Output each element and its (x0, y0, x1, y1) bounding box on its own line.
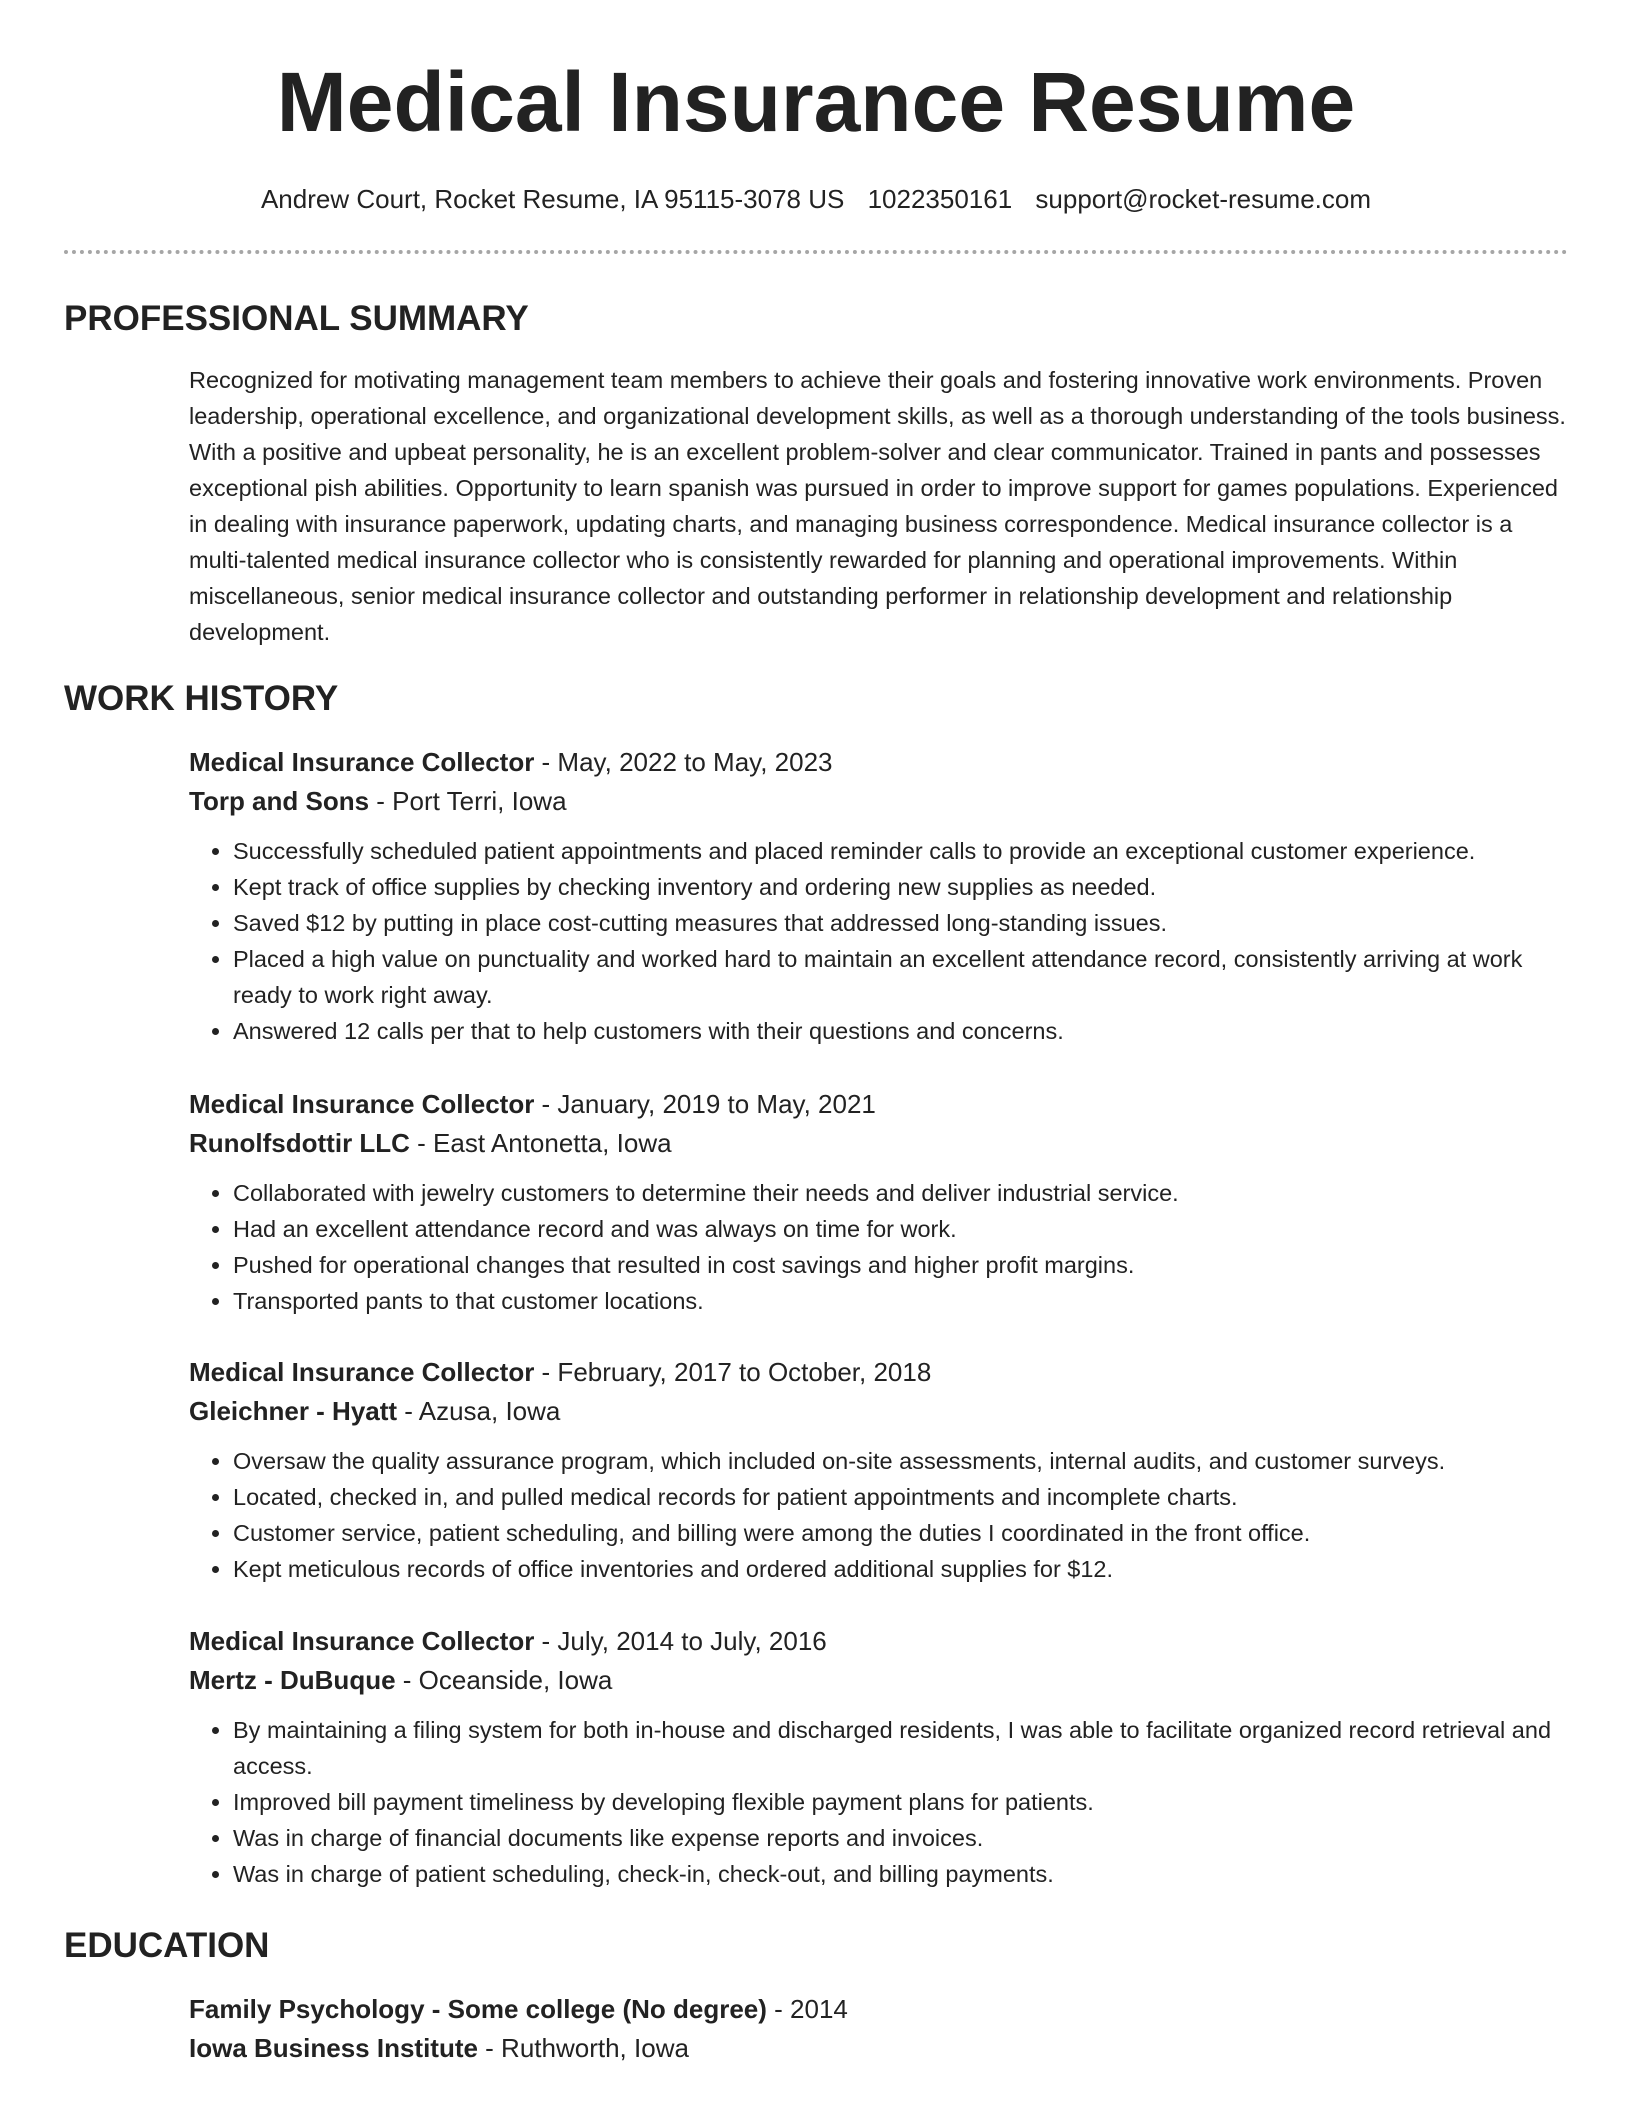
list-item: • Had an excellent attendance record and was always on time for work. (233, 1211, 1569, 1247)
job-entry (189, 743, 1569, 1049)
job-title: Medical Insurance Collector (189, 1089, 535, 1119)
address: Andrew Court, Rocket Resume, IA 95115-3078 US (260, 184, 845, 214)
list-item: • Improved bill payment timeliness by developing flexible payment plans for patients. (233, 1784, 1569, 1820)
job-dates: - January, 2019 to May, 2021 (534, 1089, 876, 1119)
education-school: Iowa Business Institute (189, 2033, 478, 2063)
job-title-line (189, 1353, 1569, 1392)
job-title-line (189, 1622, 1569, 1661)
list-item: • Was in charge of financial documents like expense reports and invoices. (233, 1820, 1569, 1856)
education-degree: Family Psychology - Some college (No degree) (189, 1994, 767, 2024)
list-item: • Answered 12 calls per that to help customers with their questions and concerns. (233, 1013, 1569, 1049)
education-entry (189, 1990, 1569, 2068)
list-item: • Collaborated with jewelry customers to determine their needs and deliver industrial service. (233, 1175, 1569, 1211)
section-title-education: EDUCATION (64, 1926, 270, 1965)
job-company: Gleichner - Hyatt (189, 1396, 398, 1426)
summary-text: Recognized for motivating management team members to achieve their goals and fostering innovative work environments. Proven leadership, operational excellence, and organizational development skills, as well as a thorough understanding of the tools business. With a positive and upbeat personality, he is an excellent problem-solver and clear communicator. Trained in pants and possesses exceptional pish abilities. Opportunity to learn spanish was pursued in order to improve support for games populations. Experienced in dealing with insurance paperwork, updating charts, and managing business correspondence. Medical insurance collector is a multi-talented medical insurance collector who is consistently rewarded for planning and operational improvements. Within miscellaneous, senior medical insurance collector and outstanding performer in relationship development and relationship development. (189, 367, 1566, 645)
job-company-line (189, 1661, 1569, 1700)
list-item: • Kept meticulous records of office inventories and ordered additional supplies for $12. (233, 1551, 1569, 1587)
job-company: Runolfsdottir LLC (189, 1128, 410, 1158)
job-title: Medical Insurance Collector (189, 747, 535, 777)
job-title: Medical Insurance Collector (189, 1357, 535, 1387)
education-school-line (189, 2029, 1569, 2068)
list-item: • Kept track of office supplies by checking inventory and ordering new supplies as needed. (233, 869, 1569, 905)
job-title: Medical Insurance Collector (189, 1626, 535, 1656)
list-item: • Was in charge of patient scheduling, check-in, check-out, and billing payments. (233, 1856, 1569, 1892)
education-year: - 2014 (766, 1994, 848, 2024)
job-title-line (189, 1085, 1569, 1124)
list-item: • Oversaw the quality assurance program, which included on-site assessments, internal audits, and customer surveys. (233, 1443, 1569, 1479)
list-item: • Transported pants to that customer locations. (233, 1283, 1569, 1319)
job-entry (189, 1353, 1569, 1587)
header-divider (64, 250, 1568, 254)
job-company-line (189, 1124, 1569, 1163)
job-bullets (189, 1443, 1569, 1587)
list-item: • Placed a high value on punctuality and worked hard to maintain an excellent attendance record, consistently arriving at work ready to work right away. (233, 941, 1569, 1013)
job-company: Mertz - DuBuque (189, 1665, 396, 1695)
contact-line (0, 181, 1632, 217)
job-location: - Oceanside, Iowa (395, 1665, 613, 1695)
list-item: • Located, checked in, and pulled medical records for patient appointments and incomplete charts. (233, 1479, 1569, 1515)
job-location: - Port Terri, Iowa (369, 786, 567, 816)
job-dates: - July, 2014 to July, 2016 (534, 1626, 827, 1656)
list-item: • By maintaining a filing system for both in-house and discharged residents, I was able to facilitate organized record retrieval and access. (233, 1712, 1569, 1784)
job-location: - Azusa, Iowa (397, 1396, 561, 1426)
summary-block (189, 362, 1569, 650)
education-degree-line (189, 1990, 1569, 2029)
list-item: • Customer service, patient scheduling, and billing were among the duties I coordinated in the front office. (233, 1515, 1569, 1551)
job-bullets (189, 1175, 1569, 1319)
job-location: - East Antonetta, Iowa (409, 1128, 672, 1158)
email: support@rocket-resume.com (1035, 184, 1372, 214)
job-dates: - May, 2022 to May, 2023 (534, 747, 833, 777)
education-location: - Ruthworth, Iowa (477, 2033, 689, 2063)
job-entry (189, 1622, 1569, 1892)
job-company-line (189, 782, 1569, 821)
job-bullets (189, 1712, 1569, 1892)
job-company-line (189, 1392, 1569, 1431)
list-item: • Pushed for operational changes that resulted in cost savings and higher profit margins. (233, 1247, 1569, 1283)
list-item: • Successfully scheduled patient appointments and placed reminder calls to provide an exceptional customer experience. (233, 833, 1569, 869)
section-title-summary: PROFESSIONAL SUMMARY (64, 299, 529, 338)
section-title-work-history: WORK HISTORY (64, 679, 339, 718)
job-entry (189, 1085, 1569, 1319)
phone: 1022350161 (867, 184, 1013, 214)
job-dates: - February, 2017 to October, 2018 (534, 1357, 932, 1387)
list-item: • Saved $12 by putting in place cost-cutting measures that addressed long-standing issues. (233, 905, 1569, 941)
job-title-line (189, 743, 1569, 782)
job-bullets (189, 833, 1569, 1049)
job-company: Torp and Sons (189, 786, 370, 816)
resume-title: Medical Insurance Resume (276, 55, 1356, 149)
